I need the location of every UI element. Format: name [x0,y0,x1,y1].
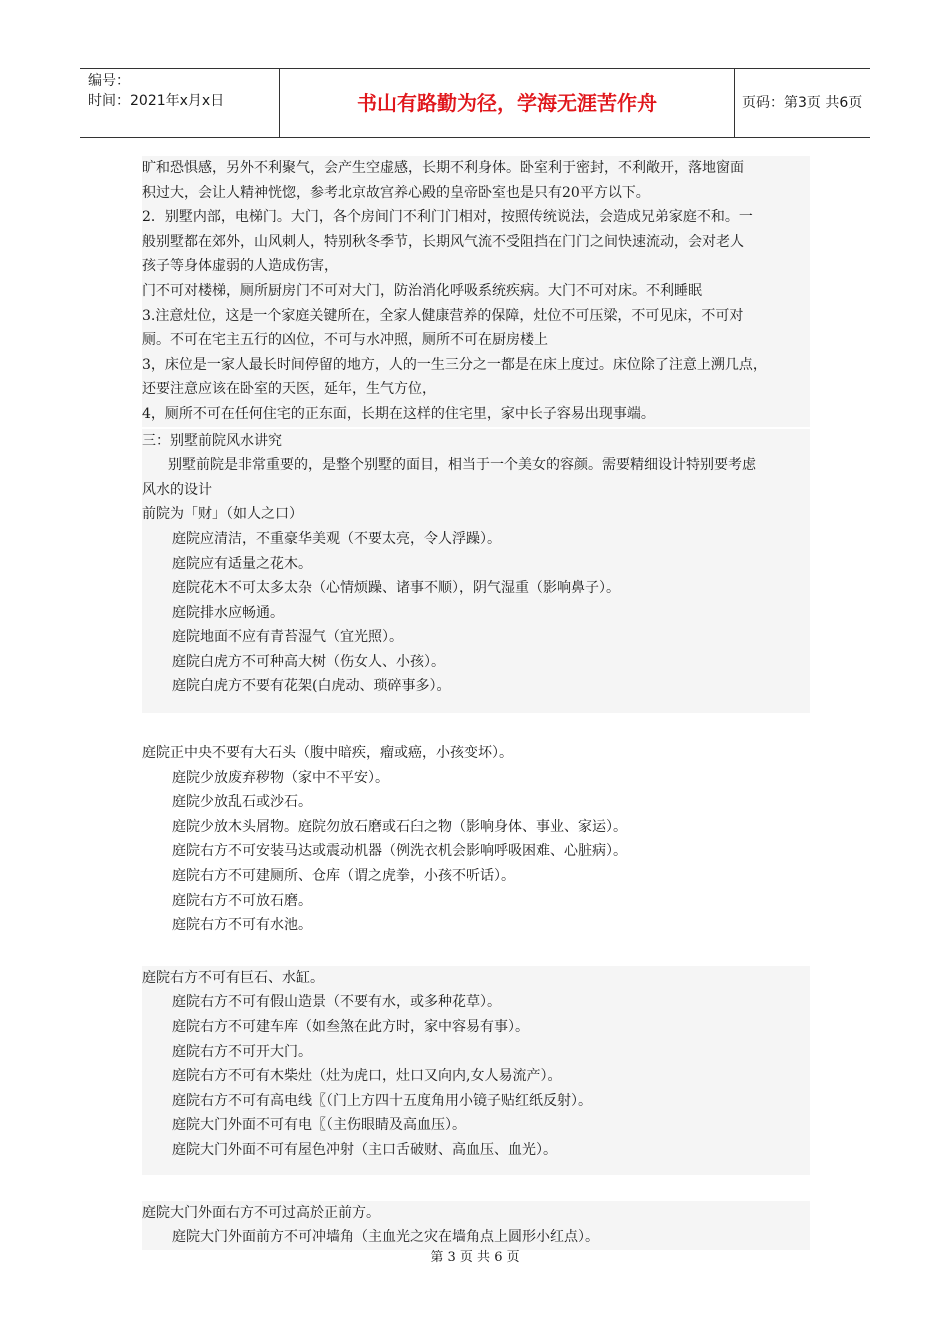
list-item: 庭院右方不可开大门。 [172,1043,312,1060]
list-item: 庭院右方不可放石磨。 [172,892,312,909]
list-item: 庭院右方不可有木柴灶（灶为虎口，灶口又向内,女人易流产）。 [172,1068,562,1085]
section-heading: 三：别墅前院风水讲究 [142,432,282,449]
text-line: 孩子等身体虚弱的人造成伤害， [142,258,338,275]
list-item: 庭院大门外面不可有电〖（主伤眼睛及高血压）。 [172,1117,466,1134]
text-line: 厕。不可在宅主五行的凶位，不可与水冲照，厕所不可在厨房楼上 [142,332,548,349]
list-item: 庭院右方不可建车库（如叁煞在此方时，家中容易有事）。 [172,1019,529,1035]
list-item: 庭院右方不可有假山造景（不要有水，或多种花草）。 [172,994,501,1011]
list-item: 庭院排水应畅通。 [172,604,284,621]
text-line: 积过大，会让人精神恍惚，参考北京故宫养心殿的皇帝卧室也是只有20平方以下。 [142,184,650,201]
page-header [80,68,870,138]
list-item: 庭院大门外面前方不可冲墙角（主血光之灾在墙角点上圆形小红点）。 [172,1229,599,1246]
page-footer: 第 3 页 共 6 页 [430,1250,520,1265]
text-line: 2．别墅内部，电梯门。大门，各个房间门不利门门相对，按照传统说法，会造成兄弟家庭不和。一 [142,209,753,226]
list-item: 庭院少放乱石或沙石。 [172,794,312,811]
doc-date-label: 时间：2021年x月x日 [88,93,225,109]
list-item: 庭院花木不可太多太杂（心情烦躁、诸事不顺），阴气湿重（影响鼻子）。 [172,580,620,597]
text-line: 4，厕所不可在任何住宅的正东面，长期在这样的住宅里，家中长子容易出现事端。 [142,405,655,422]
list-item: 庭院白虎方不要有花架(白虎动、琐碎事多）。 [172,678,451,695]
header-meta [80,69,280,137]
list-item: 庭院右方不可有高电线〖（门上方四十五度角用小镜子贴红纸反射）。 [172,1092,592,1109]
list-item: 庭院右方不可有巨石、水缸。 [142,969,324,986]
list-item: 庭院少放木头屑物。庭院勿放石磨或石臼之物（影响身体、事业、家运）。 [172,818,627,835]
section-block-3 [142,741,810,938]
text-line: 3，床位是一家人最长时间停留的地方，人的一生三分之一都是在床上度过。床位除了注意上溯几点， [142,356,767,373]
intro-line: 风水的设计 [142,481,212,498]
text-line: 门不可对楼梯，厕所厨房门不可对大门，防治消化呼吸系统疾病。大门不可对床。不利睡眠 [142,282,702,299]
section-block-4 [142,966,810,1175]
list-item: 庭院大门外面右方不可过高於正前方。 [142,1204,380,1221]
document-body [142,156,810,1250]
section-block-1 [142,156,810,427]
header-page-label: 页码：第3页 共6页 [742,95,863,111]
text-line: 3.注意灶位，这是一个家庭关键所在，全家人健康营养的保障，灶位不可压梁，不可见床，不可对 [142,307,744,324]
list-item: 庭院右方不可有水池。 [172,917,312,934]
list-item: 庭院地面不应有青苔湿气（宜光照）。 [172,629,403,646]
intro-line: 别墅前院是非常重要的，是整个别墅的面目，相当于一个美女的容颜。需要精细设计特别要考虑 [168,457,756,474]
list-item: 庭院应有适量之花木。 [172,555,312,572]
text-line: 旷和恐惧感，另外不利聚气，会产生空虚感，长期不利身体。卧室利于密封，不利敞开，落地窗面 [142,160,744,176]
doc-number-label: 编号： [88,73,130,89]
list-item: 庭院右方不可安装马达或震动机器（例洗衣机会影响呼吸困难、心脏病）。 [172,843,627,860]
list-item: 庭院右方不可建厕所、仓库（谓之虎拳，小孩不听话）。 [172,868,515,885]
text-line: 还要注意应该在卧室的天医，延年，生气方位， [142,381,436,398]
text-line: 般别墅都在郊外，山风刺人，特别秋冬季节，长期风气流不受阻挡在门门之间快速流动，会对老人 [142,233,744,250]
header-motto: 书山有路勤为径，学海无涯苦作舟 [280,69,735,137]
list-item: 庭院正中央不要有大石头（腹中暗疾，瘤或癌，小孩变坏）。 [142,745,513,762]
list-item: 庭院大门外面不可有屋色冲射（主口舌破财、高血压、血光）。 [172,1141,557,1158]
subheading: 前院为「财」（如人之口） [142,506,303,523]
list-item: 庭院白虎方不可种高大树（伤女人、小孩）。 [172,653,445,670]
section-block-2 [142,429,810,714]
section-block-5 [142,1201,810,1250]
list-item: 庭院少放废弃秽物（家中不平安）。 [172,769,389,786]
list-item: 庭院应清洁，不重豪华美观（不要太亮，令人浮躁）。 [172,530,501,547]
